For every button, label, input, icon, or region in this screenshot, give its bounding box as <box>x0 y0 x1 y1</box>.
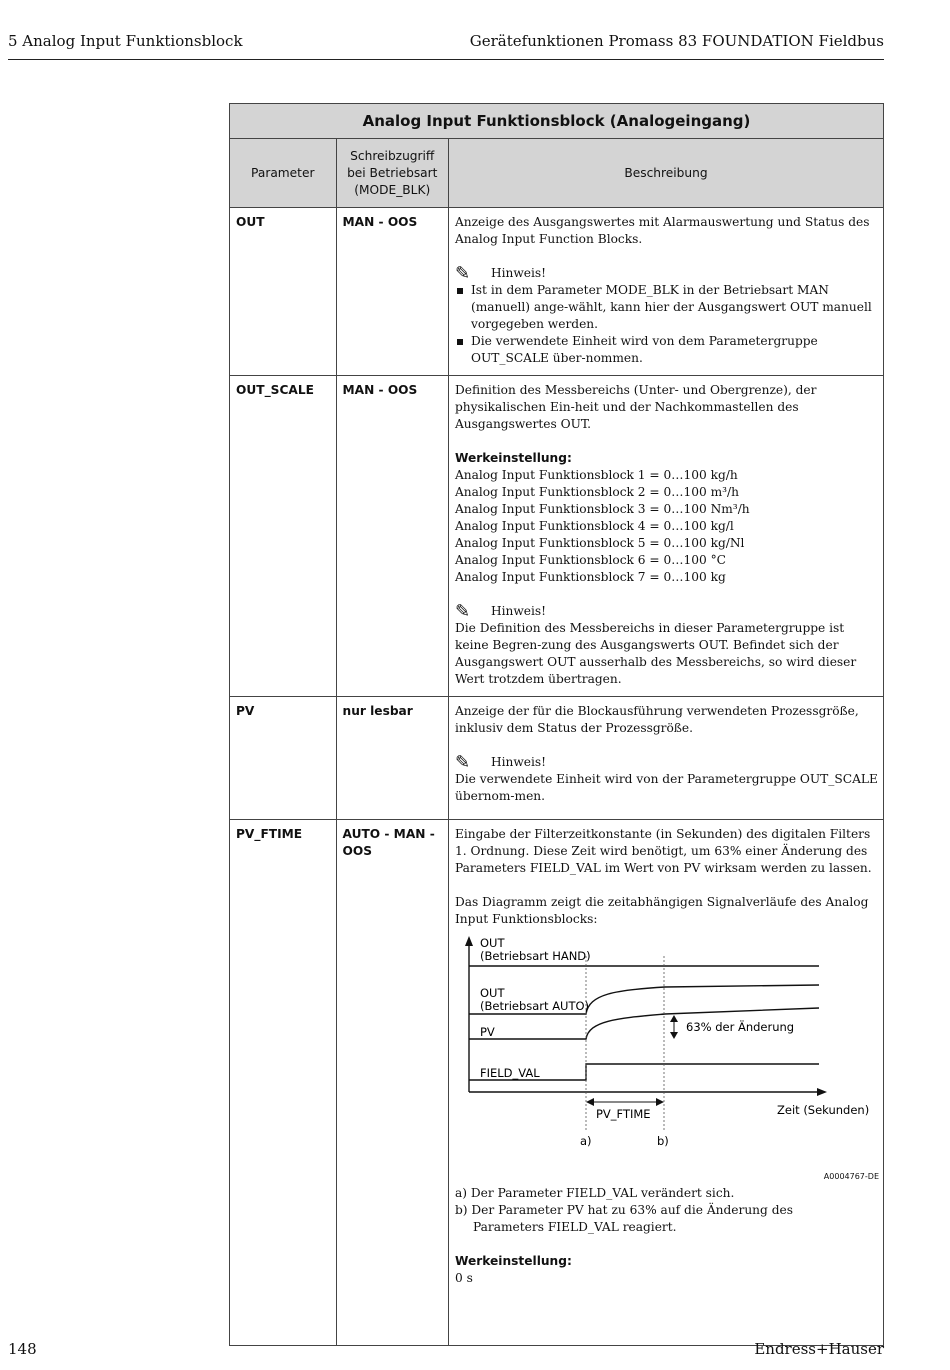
parameter-table <box>229 103 884 1346</box>
header-rule <box>8 59 884 60</box>
description-text: Eingabe der Filterzeitkonstante (in Sekunden) des digitalen Filters 1. Ordnung. Diese Zeit wird benötigt, um 63% einer Änderung des Parameters FIELD_VAL im Wert von PV wirksam werden zu lassen. <box>454 827 872 875</box>
default-line: Analog Input Funktionsblock 3 = 0…100 Nm³/h <box>454 502 750 516</box>
list-item: Ist in dem Parameter MODE_BLK in der Betriebsart MAN (manuell) ange-wählt, kann hier der Ausgangswert OUT manuell vorgegeben werden. <box>455 282 879 333</box>
label-out-auto: OUT <box>479 986 505 1000</box>
note <box>455 265 879 282</box>
label-63-percent: 63% der Änderung <box>685 1020 795 1034</box>
label-b: b) <box>656 1134 669 1148</box>
param-description <box>448 820 883 1346</box>
label-pv: PV <box>479 1025 495 1039</box>
header-title: Gerätefunktionen Promass 83 FOUNDATION Fieldbus <box>469 32 884 50</box>
pencil-icon: ✎ <box>454 263 471 284</box>
param-name: PV_FTIME <box>230 820 337 1346</box>
y-axis-arrow-icon <box>465 936 473 946</box>
table-row <box>230 208 884 376</box>
figure-code: A0004767-DE <box>823 1172 879 1181</box>
arrow-left-icon <box>586 1098 594 1106</box>
description-text: Anzeige des Ausgangswertes mit Alarmauswertung und Status des Analog Input Function Blocks. <box>454 215 870 246</box>
table-row <box>230 376 884 697</box>
label-field-val: FIELD_VAL <box>479 1066 540 1080</box>
x-axis-arrow-icon <box>817 1088 827 1096</box>
param-name: OUT <box>230 208 337 376</box>
arrow-up-icon <box>670 1015 678 1022</box>
label-out-auto-mode: (Betriebsart AUTO) <box>479 999 590 1013</box>
note-text: Die Definition des Messbereichs in dieser Parametergruppe ist keine Begren-zung des Ausgangswerts OUT. Befindet sich der Ausgangswert OUT ausserhalb des Messbereichs, so wird dieser Wert trotzdem übertragen. <box>454 621 857 686</box>
description-text: Definition des Messbereichs (Unter- und Obergrenze), der physikalischen Ein-heit und der Nachkommastellen des Ausgangswertes OUT. <box>454 383 817 431</box>
table-title: Analog Input Funktionsblock (Analogeingang) <box>230 104 884 139</box>
note <box>455 754 879 771</box>
note-label: Hinweis! <box>490 266 547 280</box>
note <box>455 603 879 620</box>
legend-b: b) Der Parameter PV hat zu 63% auf die Änderung des <box>454 1203 793 1217</box>
default-line: Analog Input Funktionsblock 6 = 0…100 °C <box>454 553 727 567</box>
param-access: MAN - OOS <box>336 208 448 376</box>
default-line: Analog Input Funktionsblock 2 = 0…100 m³/h <box>454 485 739 499</box>
param-description <box>448 697 883 820</box>
note-text: Die verwendete Einheit wird von der Parametergruppe OUT_SCALE übernom-men. <box>454 772 878 803</box>
description-text: Anzeige der für die Blockausführung verwendeten Prozessgröße, inklusiv dem Status der Prozessgröße. <box>454 704 859 735</box>
arrow-down-icon <box>670 1032 678 1039</box>
note-label: Hinweis! <box>490 755 547 769</box>
default-line: Analog Input Funktionsblock 4 = 0…100 kg/l <box>454 519 734 533</box>
pencil-icon: ✎ <box>454 752 471 773</box>
list-item: Die verwendete Einheit wird von dem Parametergruppe OUT_SCALE über-nommen. <box>455 333 879 367</box>
default-label: Werkeinstellung: <box>454 1254 572 1268</box>
param-access: nur lesbar <box>336 697 448 820</box>
param-name: PV <box>230 697 337 820</box>
default-line: Analog Input Funktionsblock 7 = 0…100 kg <box>454 570 726 584</box>
table-row <box>230 697 884 820</box>
label-out-hand-mode: (Betriebsart HAND) <box>479 949 591 963</box>
col-header-description: Beschreibung <box>448 139 883 208</box>
param-access: MAN - OOS <box>336 376 448 697</box>
param-description <box>448 376 883 697</box>
brand-name: Endress+Hauser <box>754 1340 884 1358</box>
label-pv-ftime: PV_FTIME <box>595 1107 651 1121</box>
param-description <box>448 208 883 376</box>
note-label: Hinweis! <box>490 604 547 618</box>
signal-diagram <box>455 934 879 1168</box>
col-header-parameter: Parameter <box>230 139 337 208</box>
arrow-right-icon <box>656 1098 664 1106</box>
note-bullets <box>455 282 879 367</box>
default-line: Analog Input Funktionsblock 5 = 0…100 kg/Nl <box>454 536 745 550</box>
label-a: a) <box>579 1134 592 1148</box>
param-name: OUT_SCALE <box>230 376 337 697</box>
label-time-axis: Zeit (Sekunden) <box>776 1103 870 1117</box>
pencil-icon: ✎ <box>454 601 471 622</box>
legend-a: a) Der Parameter FIELD_VAL verändert sich. <box>454 1186 735 1200</box>
param-access: AUTO - MAN - OOS <box>336 820 448 1346</box>
table-row <box>230 820 884 1346</box>
label-out-hand: OUT <box>479 936 505 950</box>
default-line: Analog Input Funktionsblock 1 = 0…100 kg/h <box>454 468 738 482</box>
page-number: 148 <box>8 1340 37 1358</box>
header-chapter: 5 Analog Input Funktionsblock <box>8 32 243 50</box>
default-label: Werkeinstellung: <box>454 451 572 465</box>
legend-b-cont: Parameters FIELD_VAL reagiert. <box>472 1220 677 1234</box>
default-value: 0 s <box>454 1271 473 1285</box>
col-header-access: Schreibzugriff bei Betriebsart (MODE_BLK) <box>336 139 448 208</box>
description-text-2: Das Diagramm zeigt die zeitabhängigen Signalverläufe des Analog Input Funktionsblocks: <box>454 895 869 926</box>
